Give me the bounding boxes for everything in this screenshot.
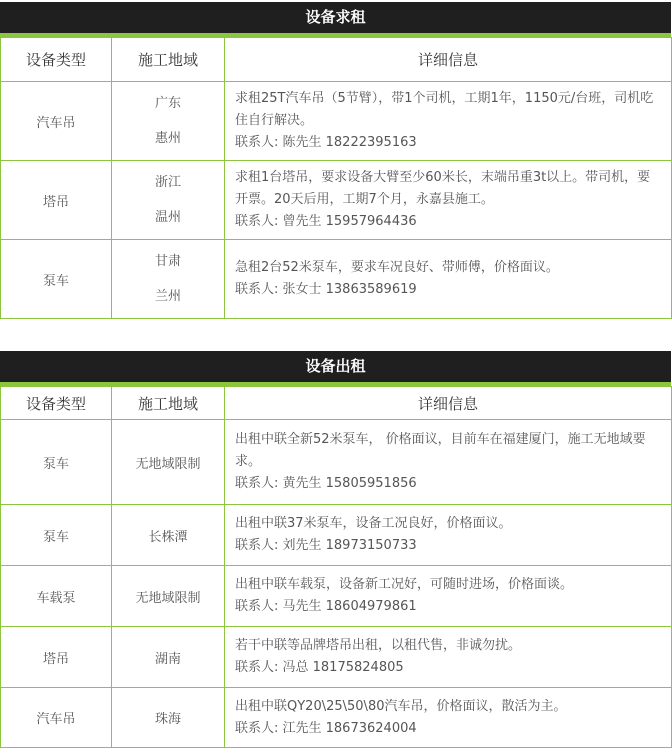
cell-type: 泵车 — [1, 240, 112, 319]
cell-detail — [225, 627, 672, 688]
detail-text: 出租中联37米泵车，设备工况良好，价格面议。 — [235, 516, 512, 531]
contact-text: 联系人: 黄先生 15805951856 — [235, 476, 417, 491]
table-row — [1, 627, 672, 688]
cell-detail — [225, 505, 672, 566]
region-city: 惠州 — [154, 131, 181, 146]
header-region: 施工地域 — [112, 38, 225, 82]
cell-type: 汽车吊 — [1, 688, 112, 748]
contact-text: 联系人: 曾先生 15957964436 — [235, 214, 417, 229]
contact-text: 联系人: 刘先生 18973150733 — [235, 538, 417, 553]
detail-text: 出租中联全新52米泵车， 价格面议，目前车在福建厦门，施工无地域要求。 — [235, 432, 646, 469]
header-type: 设备类型 — [1, 38, 112, 82]
contact-text: 联系人: 张女士 13863589619 — [235, 282, 417, 297]
cell-detail — [225, 161, 672, 240]
table-row — [1, 240, 672, 319]
region-province: 广东 — [154, 96, 181, 111]
cell-type: 车载泵 — [1, 566, 112, 627]
contact-text: 联系人: 江先生 18673624004 — [235, 720, 417, 736]
contact-text: 联系人: 陈先生 18222395163 — [235, 135, 417, 150]
table-header-row — [1, 387, 672, 420]
cell-region: 珠海 — [112, 688, 225, 748]
cell-detail — [225, 240, 672, 319]
header-detail: 详细信息 — [225, 387, 672, 420]
detail-text: 急租2台52米泵车，要求车况良好、带师傅，价格面议。 — [235, 260, 559, 275]
table-row — [1, 82, 672, 161]
cell-detail — [225, 420, 672, 505]
detail-text: 求租25T汽车吊（5节臂），带1个司机，工期1年，1150元/台班，司机吃住自行解决。 — [235, 91, 654, 128]
cell-type: 塔吊 — [1, 161, 112, 240]
region-province: 浙江 — [154, 175, 181, 190]
table-row — [1, 688, 672, 748]
cell-type: 泵车 — [1, 420, 112, 505]
header-region: 施工地域 — [112, 387, 225, 420]
cell-region: 长株潭 — [112, 505, 225, 566]
cell-detail — [225, 82, 672, 161]
section-title: 设备出租 — [0, 351, 671, 386]
cell-region — [112, 240, 225, 319]
contact-text: 联系人: 冯总 18175824805 — [235, 660, 404, 675]
cell-detail — [225, 688, 672, 748]
rental-request-section — [0, 2, 671, 319]
table-row — [1, 420, 672, 505]
cell-type: 汽车吊 — [1, 82, 112, 161]
cell-region: 湖南 — [112, 627, 225, 688]
cell-region: 无地域限制 — [112, 566, 225, 627]
header-detail: 详细信息 — [225, 38, 672, 82]
cell-region: 无地域限制 — [112, 420, 225, 505]
contact-text: 联系人: 马先生 18604979861 — [235, 599, 417, 614]
rental-request-table — [0, 37, 672, 319]
table-row — [1, 161, 672, 240]
cell-region — [112, 82, 225, 161]
section-title: 设备求租 — [0, 2, 671, 37]
detail-text: 出租中联车载泵，设备新工况好，可随时进场，价格面谈。 — [235, 577, 574, 592]
header-type: 设备类型 — [1, 387, 112, 420]
region-city: 温州 — [154, 210, 181, 225]
cell-region — [112, 161, 225, 240]
detail-text: 求租1台塔吊，要求设备大臂至少60米长，末端吊重3t以上。带司机，要开票。20天后用，工期7个月，永嘉县施工。 — [235, 170, 651, 207]
region-province: 甘肃 — [154, 254, 181, 269]
detail-text: 若干中联等品牌塔吊出租，以租代售，非诚勿扰。 — [235, 638, 522, 653]
cell-detail — [225, 566, 672, 627]
detail-text: 出租中联QY20\25\50\80汽车吊，价格面议，散活为主。 — [235, 698, 567, 714]
table-header-row — [1, 38, 672, 82]
table-row — [1, 566, 672, 627]
rental-offer-section — [0, 351, 671, 748]
table-row — [1, 505, 672, 566]
cell-type: 泵车 — [1, 505, 112, 566]
rental-offer-table — [0, 386, 672, 748]
region-city: 兰州 — [154, 289, 181, 304]
cell-type: 塔吊 — [1, 627, 112, 688]
